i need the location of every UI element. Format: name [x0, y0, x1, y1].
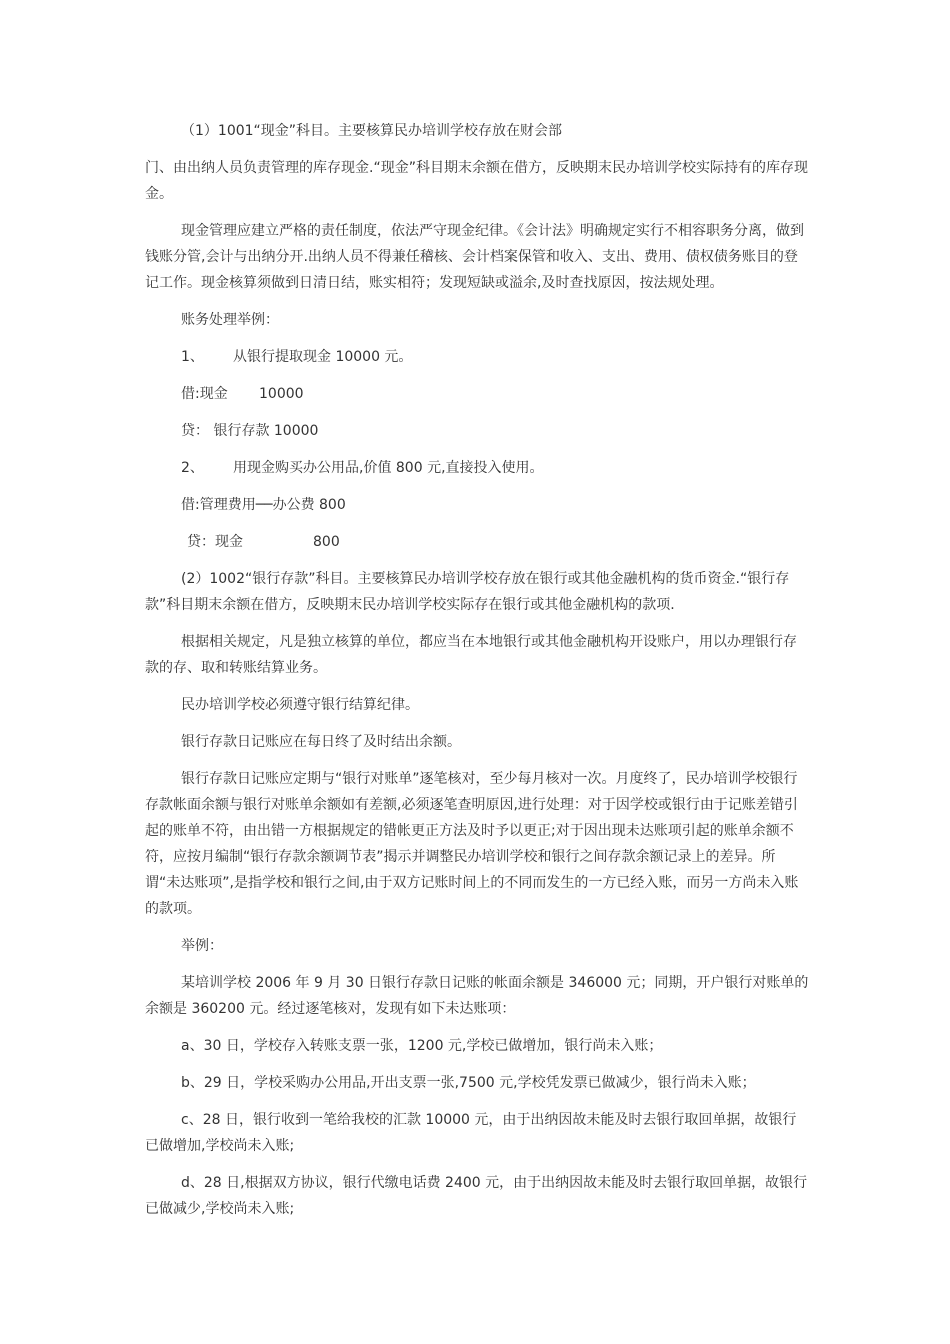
entry-2-credit-amount: 800 — [313, 534, 340, 550]
entry-2-credit — [187, 529, 810, 555]
paragraph-example-heading-2: 举例： — [181, 938, 223, 954]
entry-1-debit-amount: 10000 — [259, 386, 304, 402]
entry-2-number: 2、 — [181, 460, 204, 476]
paragraph-bank-deposit-account: (2）1002“银行存款”科目。主要核算民办培训学校存放在银行或其他金融机构的货币资金.“银行存款”科目期末余额在借方，反映期末民办培训学校实际存在银行或其他金融机构的款项. — [145, 571, 790, 613]
paragraph-cash-definition: 门、由出纳人员负责管理的库存现金.“现金”科目期末余额在借方，反映期末民办培训学校实际持有的库存现金。 — [145, 160, 808, 202]
entry-1-debit — [181, 381, 810, 407]
entry-2-text: 用现金购买办公用品,价值 800 元,直接投入使用。 — [233, 460, 544, 476]
list-item-c: c、28 日，银行收到一笔给我校的汇款 10000 元，由于出纳因故未能及时去银行取回单据，故银行已做增加,学校尚未入账; — [145, 1112, 797, 1154]
entry-2-description — [181, 455, 810, 481]
paragraph-example-heading: 账务处理举例： — [181, 312, 279, 328]
paragraph-reconciliation: 银行存款日记账应定期与“银行对账单”逐笔核对，至少每月核对一次。月度终了，民办培训学校银行存款帐面余额与银行对账单余额如有差额,必须逐笔查明原因,进行处理：对于因学校或银行由于记账差错引起的账单不符，由出错一方根据规定的错帐更正方法及时予以更正;对于因出现未达账项引起的账单余额不符，应按月编制“银行存款余额调节表”揭示并调整民办培训学校和银行之间存款余额记录上的差异。所谓“未达账项”,是指学校和银行之间,由于双方记账时间上的不同而发生的一方已经入账，而另一方尚未入账的款项。 — [145, 771, 799, 917]
document-body — [145, 118, 810, 1233]
paragraph-daily-balance: 银行存款日记账应在每日终了及时结出余额。 — [181, 734, 461, 750]
list-item-d: d、28 日,根据双方协议，银行代缴电话费 2400 元，由于出纳因故未能及时去银行取回单据，故银行已做减少,学校尚未入账; — [145, 1175, 808, 1217]
entry-1-description — [181, 344, 810, 370]
list-item-a: a、30 日，学校存入转账支票一张，1200 元,学校已做增加，银行尚未入账； — [181, 1038, 663, 1054]
entry-1-debit-label: 借:现金 — [181, 386, 228, 402]
paragraph-cash-account: （1）1001“现金”科目。主要核算民办培训学校存放在财会部 — [181, 123, 563, 139]
entry-2-credit-label: 贷：现金 — [187, 534, 243, 550]
list-item-b: b、29 日，学校采购办公用品,开出支票一张,7500 元,学校凭发票已做减少，银行尚未入账； — [181, 1075, 756, 1091]
entry-1-credit — [181, 418, 810, 444]
entry-1-number: 1、 — [181, 349, 204, 365]
paragraph-bank-account-rules: 根据相关规定，凡是独立核算的单位，都应当在本地银行或其他金融机构开设账户，用以办理银行存款的存、取和转账结算业务。 — [145, 634, 797, 676]
entry-2-debit — [181, 492, 810, 518]
entry-1-credit-line: 贷： 银行存款 10000 — [181, 423, 319, 439]
paragraph-cash-management: 现金管理应建立严格的责任制度，依法严守现金纪律。《会计法》明确规定实行不相容职务分离，做到钱账分管,会计与出纳分开.出纳人员不得兼任稽核、会计档案保管和收入、支出、费用、债权债务账目的登记工作。现金核算须做到日清日结，账实相符；发现短缺或溢余,及时查找原因，按法规处理。 — [145, 223, 804, 291]
paragraph-settlement-discipline: 民办培训学校必须遵守银行结算纪律。 — [181, 697, 419, 713]
paragraph-example-scenario: 某培训学校 2006 年 9 月 30 日银行存款日记账的帐面余额是 346000 元；同期，开户银行对账单的余额是 360200 元。经过逐笔核对，发现有如下未达账项： — [145, 975, 809, 1017]
entry-2-debit-line: 借:管理费用──办公费 800 — [181, 497, 346, 513]
entry-1-text: 从银行提取现金 10000 元。 — [233, 349, 413, 365]
